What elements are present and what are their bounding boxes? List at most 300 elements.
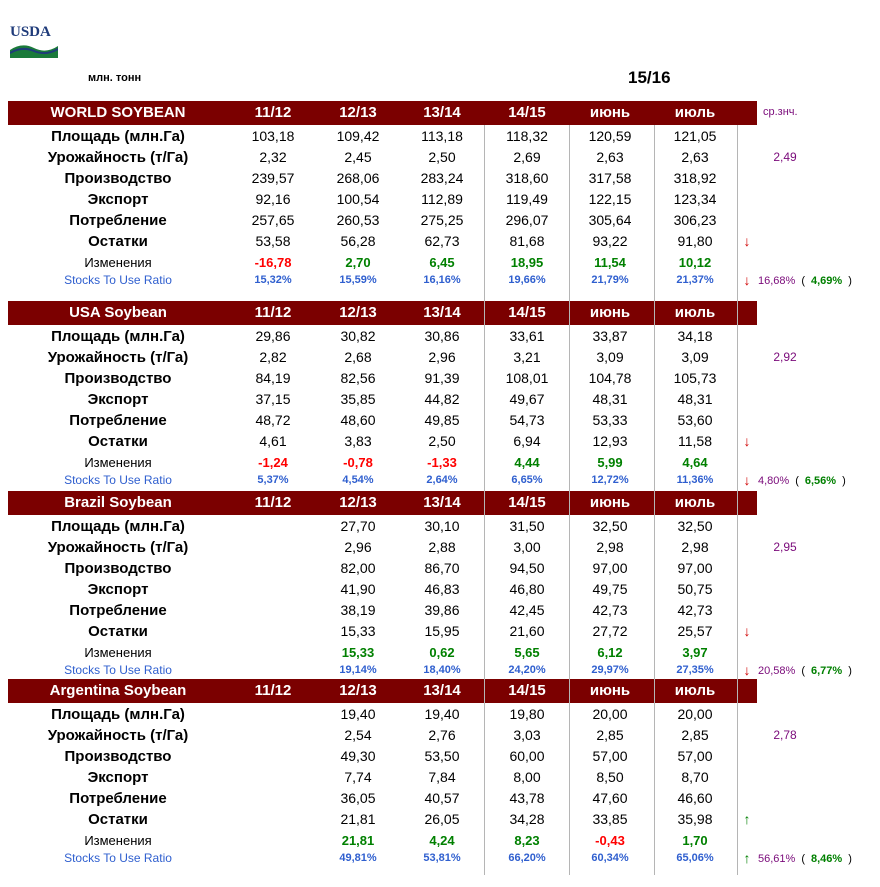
table-row (0, 809, 880, 830)
change-value: 21,81 (341, 833, 375, 848)
row-label: Площадь (млн.Га) (51, 328, 185, 345)
column-header: 13/14 (423, 304, 461, 321)
changes-row (0, 252, 880, 273)
column-header: 14/15 (508, 304, 546, 321)
change-value: 1,70 (682, 833, 708, 848)
column-header: 14/15 (508, 494, 546, 511)
cell-value: 2,88 (428, 539, 456, 555)
cell-value: 4,61 (259, 433, 287, 449)
cell-value: 260,53 (336, 212, 380, 228)
row-label: Экспорт (87, 581, 149, 598)
cell-value: 54,73 (509, 412, 545, 428)
cell-value: 53,58 (255, 233, 291, 249)
cell-value: 104,78 (588, 370, 632, 386)
ratio-average-and-change (758, 271, 878, 292)
ratio-label: Stocks To Use Ratio (64, 663, 172, 677)
cell-value: 48,31 (592, 391, 628, 407)
cell-value: 97,00 (592, 560, 628, 576)
cell-value: 2,85 (681, 727, 709, 743)
table-row (0, 147, 880, 168)
ratio-value: 19,14% (339, 664, 377, 676)
cell-value: 103,18 (251, 128, 295, 144)
table-row (0, 537, 880, 558)
row-label: Производство (64, 170, 172, 187)
stocks-to-use-row (0, 471, 880, 489)
table-row (0, 368, 880, 389)
section-header (8, 491, 757, 515)
cell-value: 62,73 (424, 233, 460, 249)
column-header: 13/14 (423, 104, 461, 121)
cell-value: 2,98 (596, 539, 624, 555)
cell-value: 15,95 (424, 623, 460, 639)
ratio-value: 53,81% (423, 852, 461, 864)
change-value: 4,44 (514, 455, 540, 470)
usda-logo (10, 24, 58, 58)
cell-value: 46,60 (677, 790, 713, 806)
table-row (0, 231, 880, 252)
cell-value: 2,63 (681, 149, 709, 165)
changes-label: Изменения (84, 833, 152, 848)
cell-value: 56,28 (340, 233, 376, 249)
cell-value: 19,80 (509, 706, 545, 722)
cell-value: 25,57 (677, 623, 713, 639)
cell-value: 30,86 (424, 328, 460, 344)
change-value: 15,33 (341, 645, 375, 660)
cell-value: 33,85 (592, 811, 628, 827)
cell-value: 30,10 (424, 518, 460, 534)
cell-value: 21,60 (509, 623, 545, 639)
open-paren: ( (795, 475, 799, 487)
ratio-value: 18,40% (423, 664, 461, 676)
cell-value: 32,50 (677, 518, 713, 534)
cell-value: 2,68 (344, 349, 372, 365)
ratio-diff: 6,56% (804, 475, 837, 487)
cell-value: 57,00 (677, 748, 713, 764)
column-header: июль (674, 682, 716, 699)
column-header: 12/13 (339, 104, 377, 121)
cell-value: 34,18 (677, 328, 713, 344)
change-value: 11,54 (594, 255, 626, 270)
cell-value: 283,24 (420, 170, 464, 186)
cell-value: 121,05 (673, 128, 717, 144)
ratio-value: 6,65% (511, 474, 543, 486)
column-header: июнь (589, 304, 631, 321)
change-value: 6,12 (597, 645, 623, 660)
cell-value: 48,72 (255, 412, 291, 428)
column-header: 14/15 (508, 104, 546, 121)
cell-value: 91,39 (424, 370, 460, 386)
cell-value: 2,82 (259, 349, 287, 365)
cell-value: 44,82 (424, 391, 460, 407)
change-value: -1,24 (258, 455, 288, 470)
column-separator (484, 125, 485, 875)
trend-arrow-icon: ↓ (743, 433, 751, 449)
change-value: -0,78 (343, 455, 373, 470)
table-row (0, 126, 880, 147)
cell-value: 49,75 (592, 581, 628, 597)
cell-value: 123,34 (673, 191, 717, 207)
ratio-value: 5,37% (257, 474, 289, 486)
ratio-diff: 6,77% (810, 665, 843, 677)
column-header: 11/12 (254, 494, 292, 511)
ratio-average: 16,68% (758, 275, 796, 287)
cell-value: 3,09 (596, 349, 624, 365)
cell-value: 2,76 (428, 727, 456, 743)
cell-value: 8,00 (513, 769, 541, 785)
row-label: Производство (64, 370, 172, 387)
cell-value: 49,85 (424, 412, 460, 428)
cell-value: 48,60 (340, 412, 376, 428)
cell-value: 21,81 (340, 811, 376, 827)
table-row (0, 326, 880, 347)
changes-label: Изменения (84, 645, 152, 660)
ratio-value: 4,54% (342, 474, 374, 486)
changes-row (0, 642, 880, 663)
row-label: Остатки (88, 623, 148, 640)
cell-value: 317,58 (588, 170, 632, 186)
cell-value: 53,50 (424, 748, 460, 764)
cell-value: 42,45 (509, 602, 545, 618)
column-header: 12/13 (339, 682, 377, 699)
row-label: Производство (64, 748, 172, 765)
cell-value: 2,50 (428, 433, 456, 449)
change-value: 5,99 (597, 455, 623, 470)
cell-value: 93,22 (592, 233, 628, 249)
cell-value: 26,05 (424, 811, 460, 827)
open-paren: ( (801, 275, 805, 287)
cell-value: 2,98 (681, 539, 709, 555)
stocks-to-use-row (0, 661, 880, 679)
cell-value: 82,56 (340, 370, 376, 386)
ratio-value: 49,81% (339, 852, 377, 864)
cell-value: 318,60 (505, 170, 549, 186)
cell-value: 239,57 (251, 170, 295, 186)
table-row (0, 600, 880, 621)
cell-value: 3,00 (513, 539, 541, 555)
cell-value: 3,21 (513, 349, 541, 365)
ratio-average: 56,61% (758, 853, 796, 865)
cell-value: 257,65 (251, 212, 295, 228)
table-row (0, 347, 880, 368)
change-value: 10,12 (678, 255, 712, 270)
column-header: июнь (589, 494, 631, 511)
section-header (8, 301, 757, 325)
cell-value: 48,31 (677, 391, 713, 407)
cell-value: 19,40 (424, 706, 460, 722)
table-row (0, 168, 880, 189)
ratio-value: 12,72% (591, 474, 629, 486)
row-average: 2,92 (773, 350, 797, 364)
cell-value: 305,64 (588, 212, 632, 228)
row-label: Остатки (88, 433, 148, 450)
cell-value: 82,00 (340, 560, 376, 576)
row-label: Остатки (88, 233, 148, 250)
section-title: Argentina Soybean (49, 682, 187, 699)
ratio-value: 65,06% (676, 852, 714, 864)
ratio-value: 11,36% (676, 474, 714, 486)
ratio-average-and-change (758, 849, 878, 870)
column-header: 11/12 (254, 104, 292, 121)
cell-value: 91,80 (677, 233, 713, 249)
cell-value: 42,73 (592, 602, 628, 618)
ratio-value: 19,66% (508, 274, 546, 286)
ratio-trend-arrow-icon: ↓ (743, 662, 751, 678)
column-header: 12/13 (339, 494, 377, 511)
table-row (0, 767, 880, 788)
changes-label: Изменения (84, 455, 152, 470)
table-row (0, 579, 880, 600)
cell-value: 19,40 (340, 706, 376, 722)
ratio-value: 60,34% (591, 852, 629, 864)
cell-value: 30,82 (340, 328, 376, 344)
cell-value: 49,67 (509, 391, 545, 407)
change-value: 5,65 (514, 645, 540, 660)
cell-value: 268,06 (336, 170, 380, 186)
row-average: 2,95 (773, 540, 797, 554)
ratio-average: 20,58% (758, 665, 796, 677)
ratio-value: 2,64% (426, 474, 458, 486)
cell-value: 94,50 (509, 560, 545, 576)
column-header: июнь (589, 682, 631, 699)
row-label: Площадь (млн.Га) (51, 706, 185, 723)
cell-value: 46,80 (509, 581, 545, 597)
ratio-value: 15,59% (339, 274, 377, 286)
unit-label: млн. тонн (88, 72, 142, 84)
cell-value: 2,63 (596, 149, 624, 165)
ratio-trend-arrow-icon: ↓ (743, 472, 751, 488)
row-label: Потребление (69, 412, 167, 429)
ratio-value: 29,97% (591, 664, 629, 676)
ratio-label: Stocks To Use Ratio (64, 851, 172, 865)
table-row (0, 210, 880, 231)
table-row (0, 788, 880, 809)
trend-arrow-icon: ↑ (743, 811, 751, 827)
section-title: Brazil Soybean (64, 494, 172, 511)
change-value: 0,62 (429, 645, 455, 660)
cell-value: 27,72 (592, 623, 628, 639)
cell-value: 57,00 (592, 748, 628, 764)
ratio-average-and-change (758, 471, 878, 492)
usda-logo-text: USDA (10, 24, 51, 40)
row-label: Урожайность (т/Га) (47, 727, 189, 744)
change-value: -0,43 (595, 833, 625, 848)
cell-value: 7,84 (428, 769, 456, 785)
cell-value: 120,59 (588, 128, 632, 144)
close-paren: ) (848, 665, 852, 677)
row-label: Потребление (69, 790, 167, 807)
cell-value: 11,58 (678, 433, 712, 449)
section-header (8, 679, 757, 703)
table-row (0, 516, 880, 537)
column-header: июль (674, 494, 716, 511)
column-header: 13/14 (423, 494, 461, 511)
cell-value: 2,96 (428, 349, 456, 365)
cell-value: 296,07 (505, 212, 549, 228)
ratio-diff: 4,69% (810, 275, 843, 287)
table-row (0, 431, 880, 452)
ratio-value: 21,37% (676, 274, 714, 286)
cell-value: 27,70 (340, 518, 376, 534)
column-separator (737, 125, 738, 875)
cell-value: 2,85 (596, 727, 624, 743)
cell-value: 318,92 (673, 170, 717, 186)
cell-value: 33,87 (592, 328, 628, 344)
cell-value: 7,74 (344, 769, 372, 785)
ratio-trend-arrow-icon: ↓ (743, 272, 751, 288)
ratio-average-and-change (758, 661, 878, 682)
cell-value: 34,28 (509, 811, 545, 827)
ratio-value: 16,16% (423, 274, 461, 286)
ratio-value: 15,32% (254, 274, 292, 286)
trend-arrow-icon: ↓ (743, 623, 751, 639)
stocks-to-use-row (0, 849, 880, 867)
change-value: -16,78 (254, 255, 292, 270)
column-header: июль (674, 104, 716, 121)
section-title: WORLD SOYBEAN (50, 104, 186, 121)
cell-value: 53,33 (592, 412, 628, 428)
row-label: Урожайность (т/Га) (47, 149, 189, 166)
row-average: 2,78 (773, 728, 797, 742)
cell-value: 15,33 (340, 623, 376, 639)
cell-value: 53,60 (677, 412, 713, 428)
ratio-value: 27,35% (676, 664, 714, 676)
cell-value: 40,57 (424, 790, 460, 806)
cell-value: 8,70 (681, 769, 709, 785)
table-row (0, 189, 880, 210)
open-paren: ( (801, 853, 805, 865)
cell-value: 32,50 (592, 518, 628, 534)
ratio-average: 4,80% (758, 475, 790, 487)
ratio-value: 66,20% (508, 852, 546, 864)
row-label: Потребление (69, 212, 167, 229)
cell-value: 2,32 (259, 149, 287, 165)
cell-value: 109,42 (336, 128, 380, 144)
table-row (0, 746, 880, 767)
row-label: Экспорт (87, 769, 149, 786)
column-header: 12/13 (339, 304, 377, 321)
row-label: Производство (64, 560, 172, 577)
close-paren: ) (842, 475, 846, 487)
row-average: 2,49 (773, 150, 797, 164)
average-header: ср.знч. (763, 106, 798, 118)
cell-value: 275,25 (420, 212, 464, 228)
cell-value: 2,69 (513, 149, 541, 165)
row-label: Экспорт (87, 391, 149, 408)
cell-value: 43,78 (509, 790, 545, 806)
change-value: 8,23 (514, 833, 540, 848)
cell-value: 306,23 (673, 212, 717, 228)
cell-value: 36,05 (340, 790, 376, 806)
change-value: 18,95 (510, 255, 544, 270)
table-row (0, 621, 880, 642)
row-label: Экспорт (87, 191, 149, 208)
cell-value: 2,45 (344, 149, 372, 165)
column-separator (569, 125, 570, 875)
column-header: 14/15 (508, 682, 546, 699)
cell-value: 47,60 (592, 790, 628, 806)
table-row (0, 725, 880, 746)
cell-value: 81,68 (509, 233, 545, 249)
column-header: июль (674, 304, 716, 321)
table-row (0, 704, 880, 725)
ratio-diff: 8,46% (810, 853, 843, 865)
ratio-label: Stocks To Use Ratio (64, 273, 172, 287)
cell-value: 122,15 (588, 191, 632, 207)
row-label: Урожайность (т/Га) (47, 349, 189, 366)
table-row (0, 558, 880, 579)
cell-value: 31,50 (509, 518, 545, 534)
cell-value: 118,32 (506, 128, 548, 144)
changes-label: Изменения (84, 255, 152, 270)
cell-value: 108,01 (505, 370, 549, 386)
cell-value: 97,00 (677, 560, 713, 576)
close-paren: ) (848, 275, 852, 287)
cell-value: 3,03 (513, 727, 541, 743)
cell-value: 2,54 (344, 727, 372, 743)
changes-row (0, 452, 880, 473)
trend-arrow-icon: ↓ (743, 233, 751, 249)
cell-value: 6,94 (513, 433, 541, 449)
cell-value: 39,86 (424, 602, 460, 618)
column-header: июнь (589, 104, 631, 121)
change-value: 2,70 (345, 255, 371, 270)
ratio-label: Stocks To Use Ratio (64, 473, 172, 487)
row-label: Урожайность (т/Га) (47, 539, 189, 556)
cell-value: 8,50 (596, 769, 624, 785)
section-title: USA Soybean (69, 304, 167, 321)
cell-value: 20,00 (592, 706, 628, 722)
cell-value: 3,83 (344, 433, 372, 449)
ratio-trend-arrow-icon: ↑ (743, 850, 751, 866)
cell-value: 37,15 (255, 391, 291, 407)
cell-value: 38,19 (340, 602, 376, 618)
change-value: 6,45 (429, 255, 455, 270)
cell-value: 29,86 (255, 328, 291, 344)
row-label: Потребление (69, 602, 167, 619)
close-paren: ) (848, 853, 852, 865)
row-label: Остатки (88, 811, 148, 828)
column-separator (654, 125, 655, 875)
stocks-to-use-row (0, 271, 880, 289)
changes-row (0, 830, 880, 851)
cell-value: 35,98 (677, 811, 713, 827)
change-value: -1,33 (427, 455, 457, 470)
cell-value: 50,75 (677, 581, 713, 597)
change-value: 3,97 (682, 645, 708, 660)
marketing-year: 15/16 (628, 68, 671, 87)
cell-value: 60,00 (509, 748, 545, 764)
cell-value: 84,19 (255, 370, 291, 386)
section-header (8, 101, 757, 125)
ratio-value: 24,20% (508, 664, 546, 676)
cell-value: 33,61 (509, 328, 545, 344)
cell-value: 119,49 (506, 191, 548, 207)
cell-value: 41,90 (340, 581, 376, 597)
cell-value: 100,54 (336, 191, 380, 207)
row-label: Площадь (млн.Га) (51, 518, 185, 535)
change-value: 4,64 (682, 455, 708, 470)
cell-value: 46,83 (424, 581, 460, 597)
cell-value: 92,16 (255, 191, 291, 207)
cell-value: 20,00 (677, 706, 713, 722)
cell-value: 49,30 (340, 748, 376, 764)
cell-value: 86,70 (424, 560, 460, 576)
cell-value: 105,73 (673, 370, 717, 386)
change-value: 4,24 (429, 833, 455, 848)
column-header: 13/14 (423, 682, 461, 699)
cell-value: 35,85 (340, 391, 376, 407)
table-row (0, 389, 880, 410)
